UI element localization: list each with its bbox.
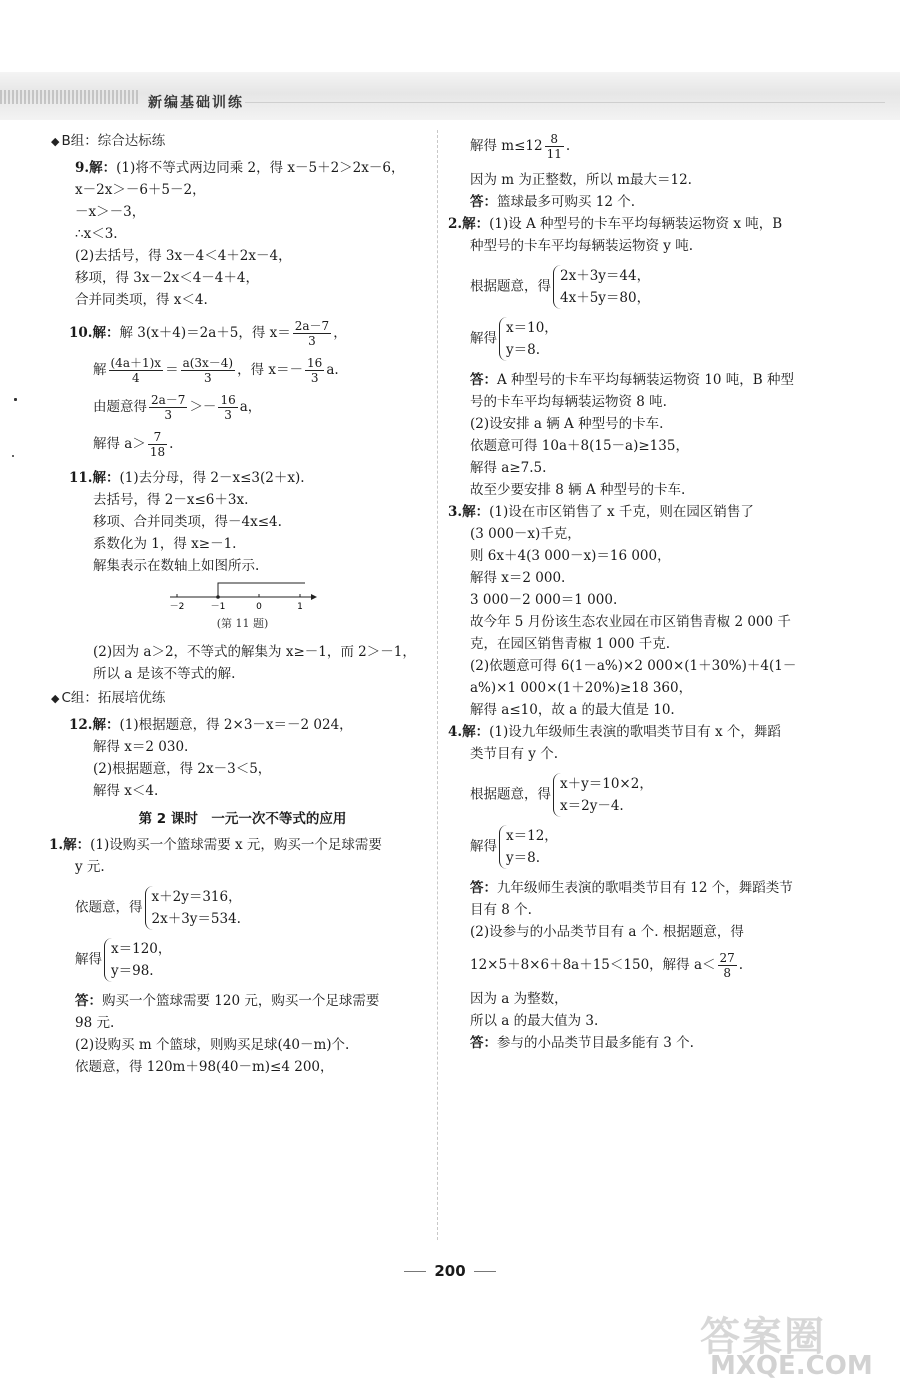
header-rule [245, 102, 885, 103]
fraction: $\frac{7}{18}$ [149, 430, 166, 459]
question-3: 3.解：(1)设在市区销售了 x 千克，则在园区销售了 (3 000－x)千克， 则 6x＋4(3 000－x)＝16 000， 解得 x＝2 000. 3 000－2 000＝1 000. 故今年 5 月份该生态农业园在市区销售青椒 2 000 千 克，在园区销售青椒 1 000 千克. (2)依题意可得 6(1－a%)×2 000×(1＋30%)＋4(1－ a%)×1 000×(1＋20%)≥18 360， 解得 a≤10，故 a 的最大值是 10. [448, 504, 797, 718]
figure-caption: (第 11 题) [216, 617, 269, 630]
equation-system: 2x＋3y＝44， 4x＋5y＝80， [553, 265, 650, 309]
scan-speck [12, 455, 14, 457]
fraction: $\frac{16}{3}$ [307, 356, 323, 385]
diamond-icon: ◆ [51, 135, 60, 148]
section-c-heading: ◆ C组：拓展培优练 [51, 690, 166, 706]
question-9: 9.解：(1)将不等式两边同乘 2，得 x－5＋2＞2x－6， x－2x＞－6＋5－2， －x＞－3， ∴x＜3. (2)去括号，得 3x－4＜4＋2x－4， 移项，得 3x－2x＜4－4＋4， 合并同类项，得 x＜4. [75, 160, 405, 308]
page-number-rule [404, 1271, 426, 1272]
tick-label: 1 [297, 602, 303, 611]
tick-label: －2 [169, 602, 185, 611]
header-band [0, 72, 900, 120]
tick-label: 0 [256, 602, 262, 611]
scan-speck [14, 398, 17, 401]
fraction: $\frac{a(3x-4)}{3}$ [182, 356, 234, 385]
diamond-icon: ◆ [51, 692, 60, 705]
question-10: 10.解：解 3(x＋4)＝2a＋5，得 x＝ $\frac{2a-7}{3}$ ， 解 $\frac{(4a+1)x}{4}$ ＝ $\frac{a(3x-4)}{3}$ ，得 x＝－ $\frac{16}{3}$ a. 由题意得 $\frac{2a-7}{3}$ ＞－ $\frac{16}{3}$ a， 解得 a＞ $\frac{7}{18}$ . [69, 319, 347, 459]
fraction: $\frac{(4a+1)x}{4}$ [110, 356, 162, 385]
number-line [55, 577, 430, 611]
equation-system: x＝120， y＝98. [104, 938, 171, 982]
page-number: 200 [0, 1262, 900, 1280]
axis-arrow [311, 594, 317, 600]
question-11: 11.解：(1)去分母，得 2－x≤3(2＋x). 去括号，得 2－x≤6＋3x. 移项、合并同类项，得－4x≤4. 系数化为 1，得 x≥－1. 解集表示在数轴上如图所示. －2 －1 0 1 (第 11 题) (2)因为 a＞2，不等式的解集为 x≥－1，而 2＞－1， 所以 a 是该不等式的解. [55, 467, 430, 685]
equation-system: x＋2y＝316， 2x＋3y＝534. [145, 886, 242, 930]
solution-bracket [218, 583, 305, 597]
fraction: $\frac{8}{11}$ [546, 132, 562, 161]
section-b-heading: ◆ B组：综合达标练 [51, 133, 166, 149]
header-dots [0, 90, 140, 104]
closed-point [216, 595, 220, 599]
right-column: 解得 m≤12 $\frac{8}{11}$ . 因为 m 为正整数，所以 m最大＝12. 答：篮球最多可购买 12 个. 2.解：(1)设 A 种型号的卡车平均每辆装运物资 x 吨，B 种型号的卡车平均每辆装运物资 y 吨. 根据题意，得 2x＋3y＝44， 4x＋5y＝80， 解得 x＝10， y＝8. 答：A 种型号的卡车平均每辆装运物资 10 吨，B 种型 号的卡车平均每辆装运物资 8 吨. (2)设安排 a 辆 A 种型号的卡车. 依题意可得 10a＋8(15－a)≥135， 解得 a≥7.5. 故至少要安排 8 辆 A 种型号的卡车. 3.解：(1)设在市区销售了 x 千克，则在园区销售了 (3 000－x)千克， 则 6x＋4(3 000－x)＝16 000， 解得 x＝2 000. 3 000－2 000＝1 000. 故今年 5 月份该生态农业园在市区销售青椒 2 000 千 克，在园区销售青椒 1 000 千克. (2)依题意可得 6(1－a%)×2 000×(1＋30%)＋4(1－ a%)×1 000×(1＋20%)≥18 360， 解得 a≤10，故 a 的最大值是 10. 4.解：(1)设九年级师生表演的歌唱类节目有 x 个，舞蹈 类节目有 y 个. 根据题意，得 x＋y＝10×2， x＝2y－4. 解得 x＝12， y＝8. 答：九年级师生表演的歌唱类节目有 12 个，舞蹈类节 目有 8 个. (2)设参与的小品类节目有 a 个. 根据题意，得 12×5＋8×6＋8a＋15＜150，解得 a＜ $\frac{27}{8}$ . 因为 a 为整数， 所以 a 的最大值为 3. 答：参与的小品类节目最多能有 3 个. [448, 128, 848, 1054]
fraction: $\frac{27}{8}$ [719, 951, 735, 980]
fraction: $\frac{2a-7}{3}$ [294, 319, 330, 348]
watermark: 答案圈 MXQE.COM [700, 1314, 873, 1381]
question-12: 12.解：(1)根据题意，得 2×3－x＝－2 024， 解得 x＝2 030. (2)根据题意，得 2x－3＜5， 解得 x＜4. [69, 717, 353, 799]
fraction: $\frac{2a-7}{3}$ [151, 393, 186, 422]
question-1: 1.解：(1)设购买一个篮球需要 x 元，购买一个足球需要 y 元. 依题意，得 x＋2y＝316， 2x＋3y＝534. 解得 x＝120， y＝98. 答：购买一个篮球需要 120 元，购买一个足球需要 98 元. (2)设购买 m 个篮球，则购买足球(40－m)个. 依题意，得 120m＋98(40－m)≤4 200， [49, 837, 382, 1075]
fraction: $\frac{16}{3}$ [220, 393, 236, 422]
equation-system: x＋y＝10×2， x＝2y－4. [553, 773, 653, 817]
book-title: 新编基础训练 [148, 95, 244, 111]
page-number-rule [474, 1271, 496, 1272]
question-2: 2.解：(1)设 A 种型号的卡车平均每辆装运物资 x 吨，B 种型号的卡车平均每辆装运物资 y 吨. 根据题意，得 2x＋3y＝44， 4x＋5y＝80， 解得 x＝10， y＝8. 答：A 种型号的卡车平均每辆装运物资 10 吨，B 种型 号的卡车平均每辆装运物资 8 吨. (2)设安排 a 辆 A 种型号的卡车. 依题意可得 10a＋8(15－a)≥135， 解得 a≥7.5. 故至少要安排 8 辆 A 种型号的卡车. [448, 216, 795, 498]
column-divider [437, 130, 438, 1240]
left-column [49, 128, 430, 1078]
equation-system: x＝10， y＝8. [499, 317, 558, 361]
question-4: 4.解：(1)设九年级师生表演的歌唱类节目有 x 个，舞蹈 类节目有 y 个. 根据题意，得 x＋y＝10×2， x＝2y－4. 解得 x＝12， y＝8. 答：九年级师生表演的歌唱类节目有 12 个，舞蹈类节 目有 8 个. (2)设参与的小品类节目有 a 个. 根据题意，得 12×5＋8×6＋8a＋15＜150，解得 a＜ $\frac{27}{8}$ . 因为 a 为整数， 所以 a 的最大值为 3. 答：参与的小品类节目最多能有 3 个. [448, 724, 793, 1051]
equation-system: x＝12， y＝8. [499, 825, 558, 869]
tick-label: －1 [210, 602, 226, 611]
lesson-title: 第 2 课时 一元一次不等式的应用 [138, 811, 347, 827]
